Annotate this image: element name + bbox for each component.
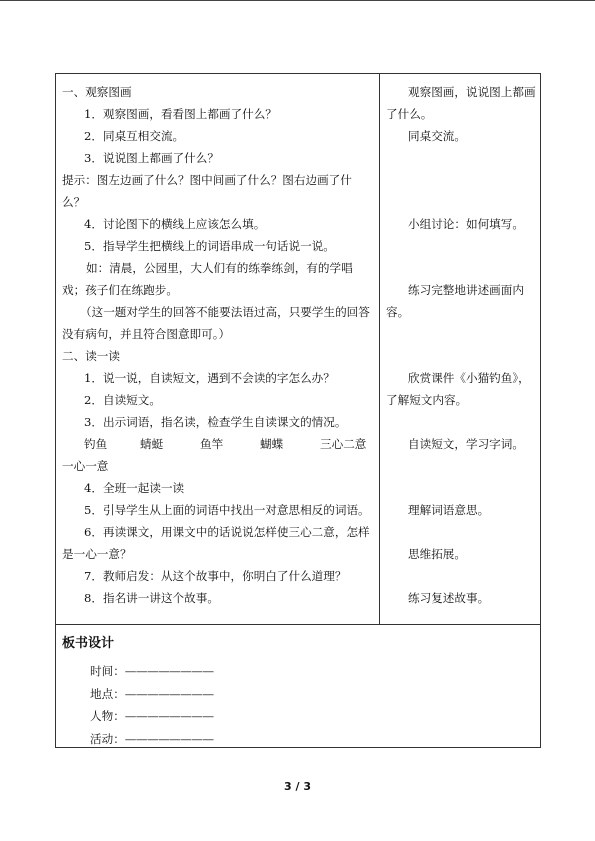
vocab-word: 一心一意 xyxy=(62,459,109,473)
step-line: 2．同桌互相交流。 xyxy=(84,129,185,143)
activity-note: 观察图画，说说图上都画了什么。 xyxy=(386,85,536,121)
hint-paragraph: 提示：图左边画了什么？图中间画了什么？图右边画了什么？ xyxy=(62,173,352,209)
vocab-word: 蜻蜓 xyxy=(140,437,164,451)
step-line: 4．讨论图下的横线上应该怎么填。 xyxy=(84,217,266,231)
step-line: 5．指导学生把横线上的词语串成一句话说一说。 xyxy=(84,239,335,253)
activity-note: 自读短文，学习字词。 xyxy=(408,437,524,451)
page-top-rule xyxy=(0,0,595,1)
step-line: 1．说一说，自读短文，遇到不会读的字怎么办？ xyxy=(84,371,335,385)
step-paragraph: 6．再读课文，用课文中的话说说怎样使三心二意，怎样是一心一意？ xyxy=(62,525,370,561)
process-row xyxy=(56,74,540,625)
lesson-plan-table xyxy=(55,73,541,748)
example-paragraph: 如：清晨，公园里，大人们有的练拳练剑，有的学唱戏；孩子们在练跑步。 xyxy=(62,261,353,297)
vocab-word: 钓鱼 xyxy=(84,437,108,451)
board-item-activity: 活动：———————— xyxy=(90,731,214,746)
activity-note: 思维拓展。 xyxy=(408,547,466,561)
board-item-time: 时间：———————— xyxy=(90,664,214,678)
board-item-people: 人物：———————— xyxy=(90,709,214,723)
vocab-word: 三心二意 xyxy=(320,437,367,451)
student-activity-column xyxy=(380,74,540,624)
activity-note: 同桌交流。 xyxy=(408,129,466,143)
section-heading-observe: 一、观察图画 xyxy=(62,85,132,99)
vocab-word: 蝴蝶 xyxy=(260,437,284,451)
step-line: 8．指名讲一讲这个故事。 xyxy=(84,591,219,605)
vocabulary-row xyxy=(62,433,373,455)
step-paragraph: 5．引导学生从上面的词语中找出一对意思相反的词语。 xyxy=(84,503,370,517)
board-design-row xyxy=(56,625,540,747)
activity-note: 欣赏课件《小猫钓鱼》，了解短文内容。 xyxy=(386,371,530,407)
step-line: 1．观察图画，看看图上都画了什么？ xyxy=(84,107,277,121)
board-design-title: 板书设计 xyxy=(62,636,115,651)
teaching-process-column xyxy=(56,74,380,624)
note-paragraph: （这一题对学生的回答不能要法语过高，只要学生的回答没有病句，并且符合图意即可。） xyxy=(62,305,370,341)
step-line: 3．说说图上都画了什么？ xyxy=(84,151,219,165)
step-line: 7．教师启发：从这个故事中，你明白了什么道理？ xyxy=(84,569,347,583)
step-line: 3．出示词语，指名读，检查学生自读课文的情况。 xyxy=(84,415,347,429)
section-heading-read: 二、读一读 xyxy=(62,349,120,363)
activity-note: 理解词语意思。 xyxy=(408,503,490,517)
board-item-place: 地点：———————— xyxy=(90,686,214,701)
step-line: 4．全班一起读一读 xyxy=(84,481,185,495)
step-line: 2．自读短文。 xyxy=(84,393,161,407)
activity-note: 小组讨论：如何填写。 xyxy=(408,217,524,231)
activity-note: 练习复述故事。 xyxy=(408,591,490,605)
page-number: 3 / 3 xyxy=(284,780,311,793)
activity-note: 练习完整地讲述画面内容。 xyxy=(386,283,524,319)
vocab-word: 鱼竿 xyxy=(200,437,224,451)
